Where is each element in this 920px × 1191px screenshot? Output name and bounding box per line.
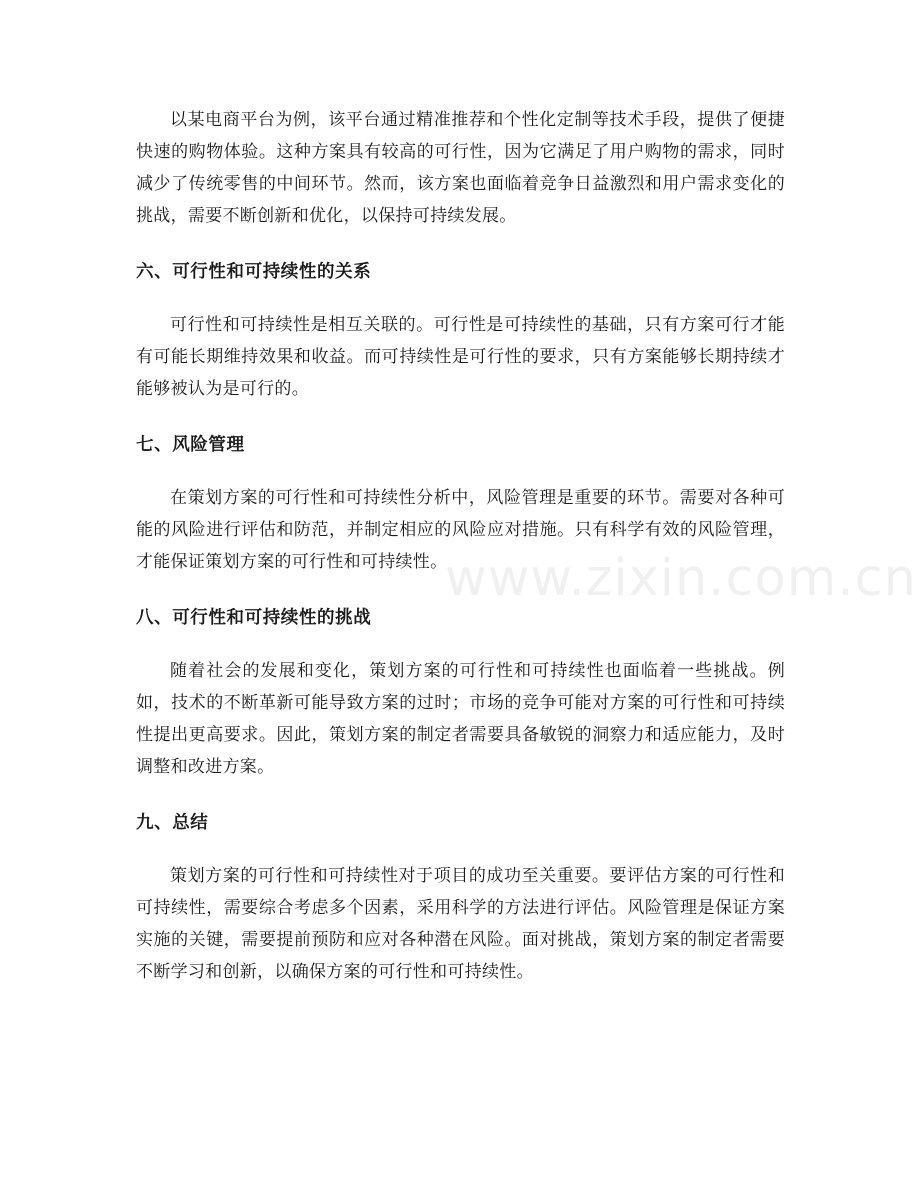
section-heading-8: 八、可行性和可持续性的挑战 [136, 608, 372, 628]
section-body-9: 策划方案的可行性和可持续性对于项目的成功至关重要。要评估方案的可行性和可持续性，需要综合考虑多个因素，采用科学的方法进行评估。风险管理是保证方案实施的关键，需要提前预防和应对各种潜在风险。面对挑战，策划方案的制定者需要不断学习和创新，以确保方案的可行性和可持续性。 [136, 866, 785, 982]
intro-paragraph: 以某电商平台为例，该平台通过精准推荐和个性化定制等技术手段，提供了便捷快速的购物体验。这种方案具有较高的可行性，因为它满足了用户购物的需求，同时减少了传统零售的中间环节。然而，该方案也面临着竞争日益激烈和用户需求变化的挑战，需要不断创新和优化，以保持可持续发展。 [136, 110, 785, 226]
section-body-7: 在策划方案的可行性和可持续性分析中，风险管理是重要的环节。需要对各种可能的风险进行评估和防范，并制定相应的风险应对措施。只有科学有效的风险管理，才能保证策划方案的可行性和可持续性。 [136, 488, 785, 572]
section-heading-9: 九、总结 [136, 813, 209, 833]
section-heading-6: 六、可行性和可持续性的关系 [136, 262, 372, 282]
watermark: www.zixin.com.cn [445, 549, 917, 608]
section-body-8: 随着社会的发展和变化，策划方案的可行性和可持续性也面临着一些挑战。例如，技术的不断革新可能导致方案的过时；市场的竞争可能对方案的可行性和可持续性提出更高要求。因此，策划方案的制定者需要具备敏锐的洞察力和适应能力，及时调整和改进方案。 [136, 661, 785, 777]
section-heading-7: 七、风险管理 [136, 435, 245, 455]
section-body-6: 可行性和可持续性是相互关联的。可行性是可持续性的基础，只有方案可行才能有可能长期维持效果和收益。而可持续性是可行性的要求，只有方案能够长期持续才能够被认为是可行的。 [136, 315, 785, 399]
